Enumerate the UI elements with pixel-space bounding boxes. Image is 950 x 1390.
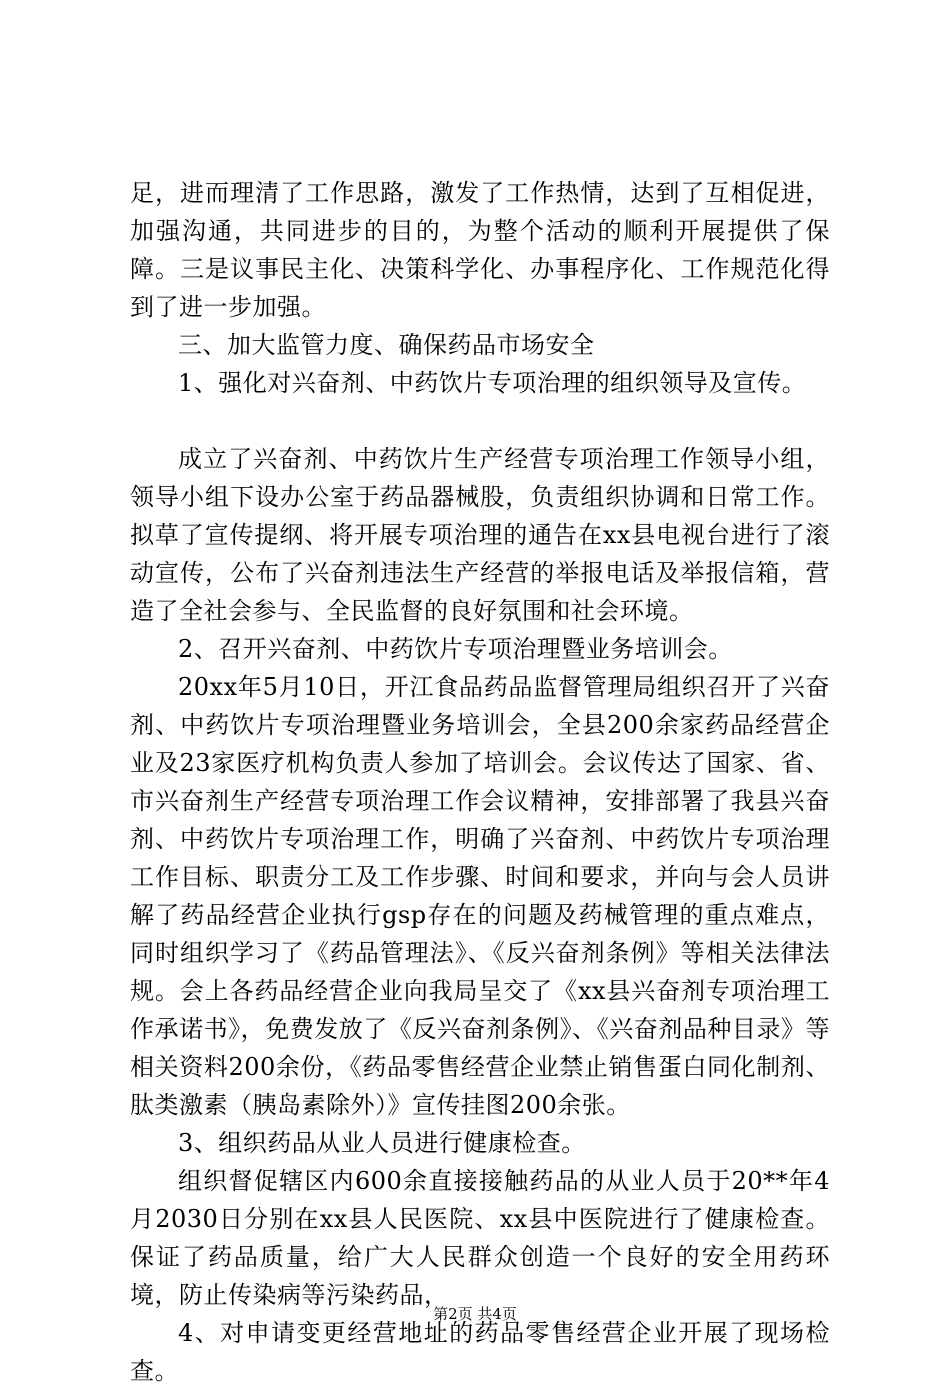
- paragraph-leadership-group: 成立了兴奋剂、中药饮片生产经营专项治理工作领导小组，领导小组下设办公室于药品器械股，负责组织协调和日常工作。拟草了宣传提纲、将开展专项治理的通告在xx县电视台进行了滚动宣传，公布了兴奋剂违法生产经营的举报电话及举报信箱，营造了全社会参与、全民监督的良好氛围和社会环境。: [130, 445, 830, 625]
- subsection-heading-4: 4、对申请变更经营地址的药品零售经营企业开展了现场检查。: [130, 1319, 830, 1385]
- subsection-heading-1: 1、强化对兴奋剂、中药饮片专项治理的组织领导及宣传。: [178, 369, 807, 397]
- document-body: [130, 174, 830, 1390]
- paragraph-training-meeting: 20xx年5月10日，开江食品药品监督管理局组织召开了兴奋剂、中药饮片专项治理暨业务培训会，全县200余家药品经营企业及23家医疗机构负责人参加了培训会。会议传达了国家、省、市兴奋剂生产经营专项治理工作会议精神，安排部署了我县兴奋剂、中药饮片专项治理工作，明确了兴奋剂、中药饮片专项治理工作目标、职责分工及工作步骤、时间和要求，并向与会人员讲解了药品经营企业执行gsp存在的问题及药械管理的重点难点，同时组织学习了《药品管理法》、《反兴奋剂条例》等相关法律法规。会上各药品经营企业向我局呈交了《xx县兴奋剂专项治理工作承诺书》，免费发放了《反兴奋剂条例》、《兴奋剂品种目录》等相关资料200余份，《药品零售经营企业禁止销售蛋白同化制剂、肽类激素（胰岛素除外）》宣传挂图200余张。: [130, 673, 830, 1119]
- paragraph-health-check: 组织督促辖区内600余直接接触药品的从业人员于20**年4月2030日分别在xx县人民医院、xx县中医院进行了健康检查。保证了药品质量，给广大人民群众创造一个良好的安全用药环境，防止传染病等污染药品，: [130, 1167, 830, 1309]
- subsection-heading-3: 3、组织药品从业人员进行健康检查。: [178, 1129, 586, 1157]
- subsection-heading-2: 2、召开兴奋剂、中药饮片专项治理暨业务培训会。: [178, 635, 733, 663]
- page-number-footer: 第2页 共4页: [433, 1305, 517, 1323]
- section-heading: 三、加大监管力度、确保药品市场安全: [178, 331, 595, 359]
- paragraph-continuation: 足，进而理清了工作思路，激发了工作热情，达到了互相促进，加强沟通，共同进步的目的，为整个活动的顺利开展提供了保障。三是议事民主化、决策科学化、办事程序化、工作规范化得到了进一步加强。: [130, 179, 830, 321]
